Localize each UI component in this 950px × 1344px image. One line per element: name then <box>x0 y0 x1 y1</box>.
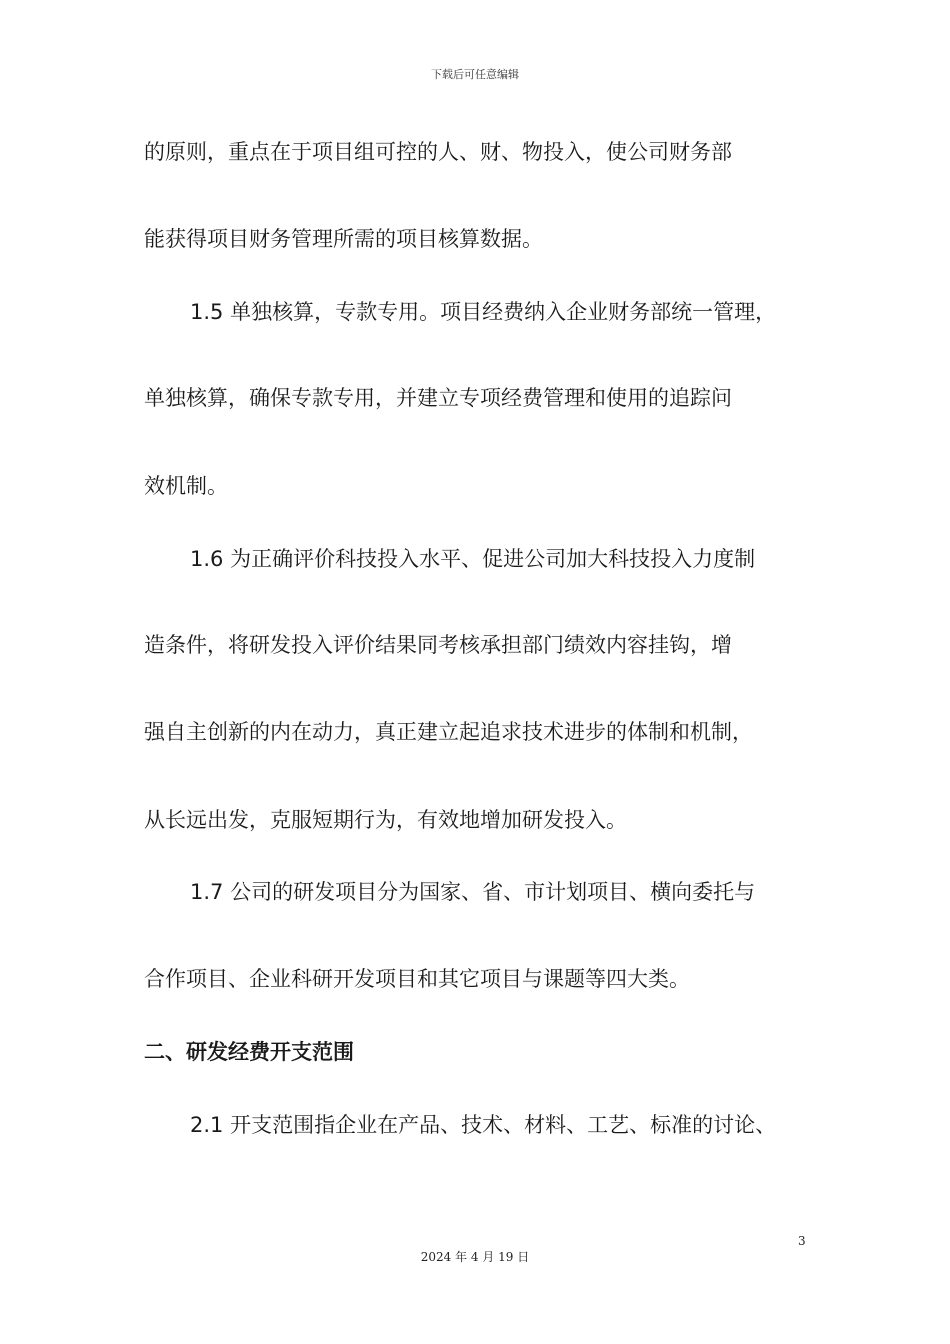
paragraph-line: 2.1 开支范围指企业在产品、技术、材料、工艺、标准的讨论、 <box>190 1113 777 1137</box>
paragraph-line: 单独核算，确保专款专用，并建立专项经费管理和使用的追踪问 <box>144 386 732 410</box>
paragraph-line: 1.5 单独核算，专款专用。项目经费纳入企业财务部统一管理， <box>190 300 777 324</box>
section-heading: 二、研发经费开支范围 <box>144 1040 354 1064</box>
paragraph-line: 能获得项目财务管理所需的项目核算数据。 <box>144 227 543 251</box>
paragraph-line: 合作项目、企业科研开发项目和其它项目与课题等四大类。 <box>144 967 690 991</box>
paragraph-line: 1.7 公司的研发项目分为国家、省、市计划项目、横向委托与 <box>190 880 756 904</box>
header-note: 下载后可任意编辑 <box>431 68 519 81</box>
paragraph-line: 从长远出发，克服短期行为，有效地增加研发投入。 <box>144 808 627 832</box>
paragraph-line: 造条件，将研发投入评价结果同考核承担部门绩效内容挂钩，增 <box>144 633 732 657</box>
page-number: 3 <box>798 1234 806 1248</box>
paragraph-line: 强自主创新的内在动力，真正建立起追求技术进步的体制和机制， <box>144 720 753 744</box>
footer-date: 2024 年 4 月 19 日 <box>420 1250 530 1264</box>
paragraph-line: 效机制。 <box>144 474 228 498</box>
paragraph-line: 的原则，重点在于项目组可控的人、财、物投入，使公司财务部 <box>144 140 732 164</box>
paragraph-line: 1.6 为正确评价科技投入水平、促进公司加大科技投入力度制 <box>190 547 756 571</box>
